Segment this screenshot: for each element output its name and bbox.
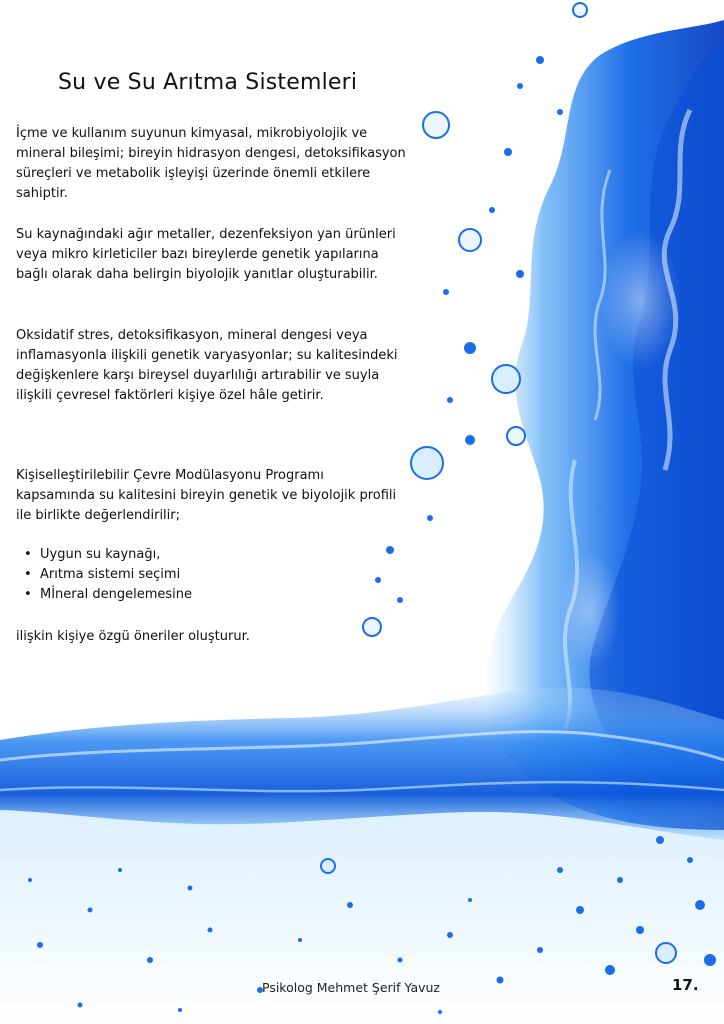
paragraph-genetic-variations: Oksidatif stres, detoksifikasyon, mineral dengesi veya inflamasyonla ilişkili genetik varyasyonlar; su kalitesindeki değişkenlere karşı bireysel duyarlılığı artırabilir ve suyla ilişkili çevresel faktörleri kişiye özel hâle getirir. <box>16 328 398 403</box>
list-item: • Arıtma sistemi seçimi <box>24 565 192 585</box>
footer-author: Psikolog Mehmet Şerif Yavuz <box>262 980 440 995</box>
recommendation-list <box>24 545 192 605</box>
list-item: • Mİneral dengelemesine <box>24 585 192 605</box>
paragraph-program: Kişiselleştirilebilir Çevre Modülasyonu Programı kapsamında su kalitesini bireyin genetik ve biyolojik profili ile birlikte değerlendirilir; <box>16 468 397 523</box>
page-title: Su ve Su Arıtma Sistemleri <box>58 70 358 95</box>
paragraph-intro: İçme ve kullanım suyunun kimyasal, mikrobiyolojik ve mineral bileşimi; bireyin hidrasyon dengesi, detoksifikasyon süreçleri ve metabolik işleyişi üzerinde önemli etkilere sahiptir. <box>16 126 406 201</box>
list-item: • Uygun su kaynağı, <box>24 545 192 565</box>
paragraph-closing: ilişkin kişiye özgü öneriler oluşturur. <box>16 629 250 644</box>
paragraph-contaminants: Su kaynağındaki ağır metaller, dezenfeksiyon yan ürünleri veya mikro kirleticiler bazı bireylerde genetik yapılarına bağlı olarak daha belirgin biyolojik yanıtlar oluşturabilir. <box>16 227 396 282</box>
page-number: 17. <box>672 976 699 994</box>
